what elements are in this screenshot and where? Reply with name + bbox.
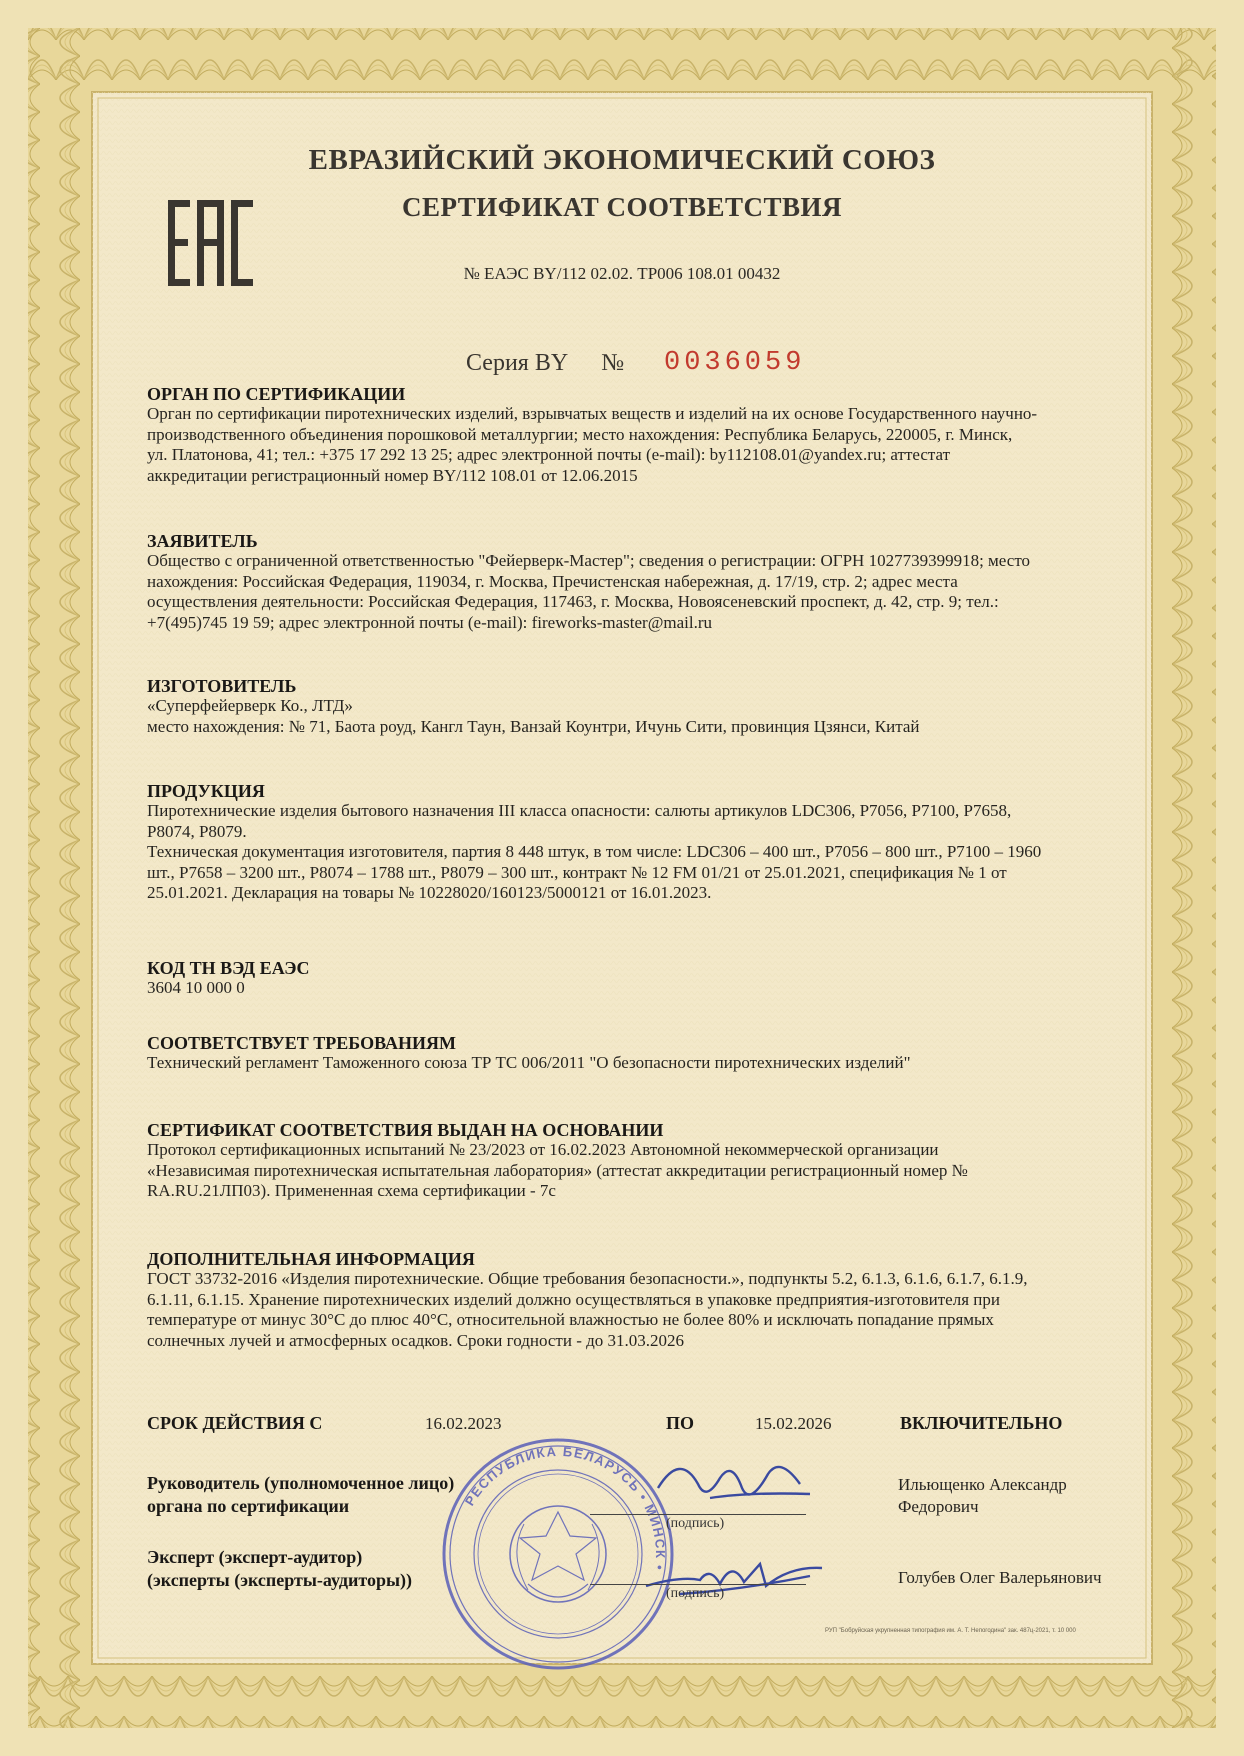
section-requirements — [147, 1033, 1132, 1074]
printer-imprint: РУП "Бобруйская укрупненная типография им. А. Т. Непогодина" зак. 487ц-2021, т. 10 000 — [825, 1628, 1076, 1634]
body-line: нахождения: Российская Федерация, 119034, г. Москва, Пречистенская набережная, д. 17/19, стр. 2; адрес места — [147, 571, 958, 591]
body-line: аккредитации регистрационный номер BY/112 108.01 от 12.06.2015 — [147, 465, 638, 485]
body-line: 3604 10 000 0 — [147, 978, 245, 997]
certificate-title: СЕРТИФИКАТ СООТВЕТСТВИЯ — [401, 192, 843, 222]
section-hs-code — [147, 958, 1132, 999]
body-line: RA.RU.21ЛП03). Примененная схема сертификации - 7с — [147, 1181, 556, 1200]
section-title: СООТВЕТСТВУЕТ ТРЕБОВАНИЯМ — [147, 1033, 456, 1053]
section-title: СЕРТИФИКАТ СООТВЕТСТВИЯ ВЫДАН НА ОСНОВАНИИ — [147, 1120, 664, 1140]
head-signature-line — [590, 1514, 806, 1515]
series-label: Серия BY № — [466, 350, 625, 376]
section-title: ИЗГОТОВИТЕЛЬ — [147, 676, 297, 696]
body-line: 6.1.11, 6.1.15. Хранение пиротехнических изделий должно осуществляться в упаковке предприятия-изготовителя при — [147, 1289, 1000, 1309]
section-applicant — [147, 531, 1132, 633]
body-line: Техническая документация изготовителя, партия 8 448 штук, в том числе: LDC306 – 400 шт., P7056 – 800 шт., P7100 – 1960 — [147, 842, 1042, 861]
signature-head — [650, 1448, 820, 1518]
body-line: Орган по сертификации пиротехнических изделий, взрывчатых веществ и изделий на их основе Государственного научно- — [147, 404, 1038, 423]
series-number: 0036059 — [664, 348, 806, 378]
validity-from-date: 16.02.2023 — [425, 1414, 502, 1433]
body-line: осуществления деятельности: Российская Федерация, 117463, г. Москва, Новоясеневский проспект, д. 42, стр. 9; тел.: — [147, 592, 999, 611]
body-line: Технический регламент Таможенного союза ТР ТС 006/2011 "О безопасности пиротехнических изделий" — [147, 1053, 911, 1072]
body-line: место нахождения: № 71, Баота роуд, Кангл Таун, Ванзай Коунтри, Ичунь Сити, провинция Цзянси, Китай — [147, 716, 920, 736]
section-certification-body — [147, 384, 1132, 486]
validity-to-date: 15.02.2026 — [755, 1414, 832, 1433]
body-line: температуре от минус 30°С до плюс 40°С, относительной влажностью не более 80% и исключать попадание прямых — [147, 1310, 994, 1329]
section-manufacturer — [147, 676, 1132, 737]
body-line: +7(495)745 19 59; адрес электронной почты (e-mail): fireworks-master@mail.ru — [147, 612, 713, 632]
body-line: шт., P7658 – 3200 шт., P8074 – 1788 шт., P8079 – 300 шт., контракт № 12 FM 01/21 от 25.01.2021, спецификация № 1 от — [147, 862, 1007, 882]
validity-inclusive: ВКЛЮЧИТЕЛЬНО — [900, 1413, 1063, 1433]
section-products — [147, 781, 1132, 904]
body-line: производственного объединения порошковой металлургии; место нахождения: Республика Беларусь, 220005, г. Минск, — [147, 424, 1013, 444]
section-title: ПРОДУКЦИЯ — [147, 781, 265, 801]
body-line: 25.01.2021. Декларация на товары № 10228020/160123/5000121 от 16.01.2023. — [147, 883, 712, 902]
validity-to-label: ПО — [666, 1413, 695, 1433]
head-name: Ильющенко Александр Федорович — [898, 1475, 1067, 1516]
body-line: Общество с ограниченной ответственностью "Фейерверк-Мастер"; сведения о регистрации: ОГРН 1027739399918; место — [147, 551, 1031, 570]
expert-name: Голубев Олег Валерьянович — [898, 1568, 1102, 1587]
body-line: «Суперфейерверк Ко., ЛТД» — [147, 696, 353, 715]
body-line: Пиротехнические изделия бытового назначения III класса опасности: салюты артикулов LDC306, P7056, P7100, P7658, — [147, 801, 1012, 820]
section-title: ОРГАН ПО СЕРТИФИКАЦИИ — [147, 384, 406, 404]
svg-text:РЕСПУБЛИКА БЕЛАРУСЬ • МИНСК •: РЕСПУБЛИКА БЕЛАРУСЬ • МИНСК • — [461, 1443, 669, 1573]
expert-signature-caption: (подпись) — [666, 1586, 725, 1601]
body-line: P8074, P8079. — [147, 821, 247, 841]
body-line: «Независимая пиротехническая испытательная лаборатория» (аттестат аккредитации регистрационный номер № — [147, 1160, 968, 1180]
section-title: КОД ТН ВЭД ЕАЭС — [147, 958, 310, 978]
section-additional-info — [147, 1249, 1132, 1351]
registration-number: № ЕАЭС BY/112 02.02. ТР006 108.01 00432 — [463, 264, 781, 283]
section-basis — [147, 1120, 1132, 1202]
expert-signature-line — [590, 1584, 806, 1585]
body-line: солнечных лучей и атмосферных осадков. Сроки годности - до 31.03.2026 — [147, 1330, 685, 1350]
head-signature-caption: (подпись) — [666, 1516, 725, 1531]
section-title: ЗАЯВИТЕЛЬ — [147, 531, 258, 551]
validity-from-label: СРОК ДЕЙСТВИЯ С — [147, 1413, 323, 1433]
section-title: ДОПОЛНИТЕЛЬНАЯ ИНФОРМАЦИЯ — [147, 1249, 475, 1269]
union-title: ЕВРАЗИЙСКИЙ ЭКОНОМИЧЕСКИЙ СОЮЗ — [308, 144, 936, 176]
body-line: Протокол сертификационных испытаний № 23/2023 от 16.02.2023 Автономной некоммерческой организации — [147, 1140, 939, 1159]
head-role: Руководитель (уполномоченное лицо) органа по сертификации — [147, 1473, 455, 1516]
expert-role: Эксперт (эксперт-аудитор) (эксперты (эксперты-аудиторы)) — [147, 1547, 413, 1590]
body-line: ул. Платонова, 41; тел.: +375 17 292 13 25; адрес электронной почты (e-mail): by112108.01@yandex.ru; аттестат — [147, 445, 951, 464]
body-line: ГОСТ 33732-2016 «Изделия пиротехнические. Общие требования безопасности.», подпункты 5.2, 6.1.3, 6.1.6, 6.1.7, 6.1.9, — [147, 1269, 1028, 1288]
